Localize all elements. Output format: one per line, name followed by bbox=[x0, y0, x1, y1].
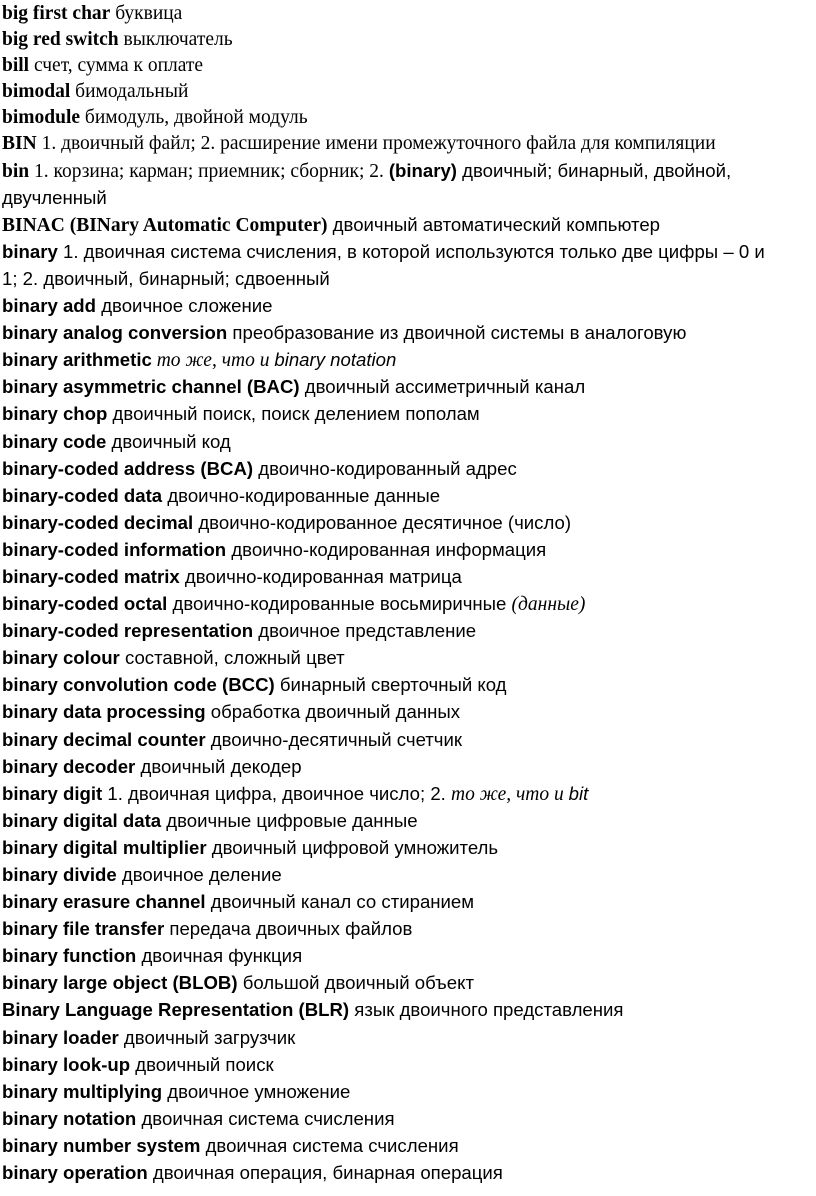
glossary-entry bbox=[0, 754, 816, 781]
glossary-entry bbox=[0, 537, 816, 564]
definition-text: двоично-кодированное десятичное (число) bbox=[193, 511, 572, 533]
glossary-entry bbox=[0, 510, 816, 537]
term: binary-coded decimal bbox=[2, 511, 194, 533]
glossary-list bbox=[0, 1, 816, 1187]
term: binary convolution code (BCC) bbox=[2, 674, 275, 696]
definition-text: 1. двоичная система счисления, в которой используются только две цифры – 0 и 1; 2. двоичный, бинарный; сдвоенный bbox=[2, 240, 765, 289]
definition-text: двоичное деление bbox=[116, 864, 282, 885]
glossary-entry bbox=[0, 672, 816, 699]
term: binary add bbox=[2, 295, 97, 317]
term: binary look-up bbox=[2, 1053, 131, 1075]
cross-reference: то же, что и bbox=[151, 350, 275, 372]
glossary-entry bbox=[0, 889, 816, 916]
definition-text: бимодуль, двойной модуль bbox=[80, 107, 308, 129]
term: BIN bbox=[2, 133, 37, 155]
definition-text: выключатель bbox=[118, 29, 233, 51]
term: binary arithmetic bbox=[2, 349, 152, 371]
glossary-entry bbox=[0, 429, 816, 456]
cross-reference: (данные) bbox=[511, 594, 586, 616]
term: binary data processing bbox=[2, 701, 206, 723]
definition-text: двоичный канал со стиранием bbox=[205, 891, 475, 913]
term: binary digital data bbox=[2, 809, 162, 831]
glossary-entry bbox=[0, 79, 816, 105]
definition-text: буквица bbox=[110, 3, 183, 24]
definition-text: двоичная функция bbox=[136, 945, 303, 967]
glossary-entry bbox=[0, 564, 816, 591]
definition-text: преобразование из двоичной системы в аналоговую bbox=[227, 322, 687, 344]
definition-text: счет, сумма к оплате bbox=[29, 55, 204, 77]
term: binary code bbox=[2, 430, 107, 452]
glossary-entry bbox=[0, 1079, 816, 1106]
term: binary erasure channel bbox=[2, 891, 206, 913]
definition-text: двоично-кодированный адрес bbox=[253, 457, 517, 479]
glossary-entry bbox=[0, 1106, 816, 1133]
glossary-entry bbox=[0, 645, 816, 672]
definition-text: двоичная система счисления bbox=[136, 1107, 395, 1129]
definition-text: 1. двоичный файл; 2. расширение имени промежуточного файла для компиляции bbox=[36, 133, 716, 155]
term: binary divide bbox=[2, 864, 117, 885]
definition-text: двоичный ассиметричный канал bbox=[299, 376, 586, 398]
definition-text: двоичное сложение bbox=[96, 295, 273, 317]
definition-text: двоичная операция, бинарная операция bbox=[147, 1162, 503, 1184]
definition-text: двоично-кодированная матрица bbox=[179, 565, 462, 587]
term: binary-coded representation bbox=[2, 620, 254, 642]
term: binary operation bbox=[2, 1162, 148, 1184]
glossary-entry bbox=[0, 320, 816, 347]
glossary-entry bbox=[0, 105, 816, 131]
glossary-entry bbox=[0, 27, 816, 53]
glossary-entry bbox=[0, 1052, 816, 1079]
term: binary decimal counter bbox=[2, 728, 206, 750]
glossary-entry bbox=[0, 293, 816, 320]
glossary-entry bbox=[0, 1025, 816, 1052]
term: binary file transfer bbox=[2, 918, 165, 940]
definition-text: двоичный цифровой умножитель bbox=[206, 836, 499, 858]
definition-text: двоично-кодированные восьмиричные bbox=[167, 593, 512, 615]
definition-text: бимодальный bbox=[70, 81, 189, 103]
definition-text: двоичное умножение bbox=[162, 1080, 351, 1102]
glossary-entry bbox=[0, 239, 816, 293]
glossary-entry bbox=[0, 483, 816, 510]
definition-text: двоично-десятичный счетчик bbox=[205, 728, 463, 750]
term: Binary Language Representation (BLR) bbox=[2, 999, 350, 1021]
term: binary decoder bbox=[2, 755, 136, 777]
definition-text: 1. двоичная цифра, двоичное число; 2. bbox=[102, 782, 452, 804]
term: binary-coded address (BCA) bbox=[2, 457, 254, 479]
definition-text: обработка двоичный данных bbox=[205, 701, 461, 723]
term: binary digit bbox=[2, 782, 103, 804]
glossary-entry bbox=[0, 618, 816, 645]
definition-text: двоичный; бинарный, двойной, двучленный bbox=[2, 159, 732, 208]
glossary-entry bbox=[0, 347, 816, 374]
term: binary-coded information bbox=[2, 538, 227, 560]
definition-text: двоичный поиск, поиск делением пополам bbox=[107, 403, 480, 425]
term: binary analog conversion bbox=[2, 322, 228, 344]
definition-text: двоичный загрузчик bbox=[118, 1026, 296, 1048]
term: binary loader bbox=[2, 1026, 119, 1048]
definition-text: составной, сложный цвет bbox=[119, 647, 345, 669]
term: (binary) bbox=[388, 159, 457, 181]
term: binary function bbox=[2, 945, 137, 967]
definition-text: двоичная система счисления bbox=[200, 1134, 459, 1156]
glossary-entry bbox=[0, 53, 816, 79]
definition-text: двоичный декодер bbox=[135, 755, 302, 777]
glossary-entry bbox=[0, 131, 816, 157]
glossary-entry bbox=[0, 862, 816, 889]
glossary-entry bbox=[0, 699, 816, 726]
definition-text: двоичный поиск bbox=[130, 1053, 274, 1075]
term: bill bbox=[2, 55, 30, 77]
glossary-entry bbox=[0, 808, 816, 835]
glossary-entry bbox=[0, 374, 816, 401]
term: binary digital multiplier bbox=[2, 836, 207, 858]
glossary-entry bbox=[0, 1160, 816, 1187]
glossary-entry bbox=[0, 997, 816, 1024]
term: binary multiplying bbox=[2, 1080, 163, 1102]
glossary-entry bbox=[0, 456, 816, 483]
definition-text: двоично-кодированная информация bbox=[226, 538, 547, 560]
definition-text: двоичный код bbox=[106, 430, 231, 452]
term: bimodal bbox=[2, 81, 71, 103]
glossary-entry bbox=[0, 591, 816, 618]
glossary-entry bbox=[0, 212, 816, 239]
term: binary large object (BLOB) bbox=[2, 972, 238, 994]
glossary-entry bbox=[0, 727, 816, 754]
term: binary asymmetric channel (BAC) bbox=[2, 376, 300, 398]
term: binary-coded data bbox=[2, 484, 163, 506]
term: big red switch bbox=[2, 29, 119, 51]
glossary-entry bbox=[0, 1133, 816, 1160]
cross-reference-term: bit bbox=[568, 782, 589, 804]
glossary-entry bbox=[0, 835, 816, 862]
term: big first char bbox=[2, 3, 111, 24]
definition-text: язык двоичного представления bbox=[349, 999, 624, 1021]
term: binary number system bbox=[2, 1134, 201, 1156]
term: binary bbox=[2, 240, 58, 262]
glossary-entry bbox=[0, 781, 816, 808]
term: binary-coded octal bbox=[2, 593, 168, 615]
cross-reference: то же, что и bbox=[451, 783, 569, 805]
term: BINAC (BINary Automatic Computer) bbox=[2, 214, 328, 236]
cross-reference-term: binary notation bbox=[274, 349, 397, 371]
definition-text: большой двоичный объект bbox=[237, 972, 474, 994]
definition-text: бинарный сверточный код bbox=[274, 674, 507, 696]
definition-text: двоичный автоматический компьютер bbox=[327, 213, 661, 235]
definition-text: двоично-кодированные данные bbox=[162, 484, 441, 506]
glossary-entry bbox=[0, 158, 816, 212]
definition-text: 1. корзина; карман; приемник; сборник; 2. bbox=[29, 160, 389, 182]
term: bin bbox=[2, 160, 30, 182]
definition-text: передача двоичных файлов bbox=[164, 918, 413, 940]
glossary-entry bbox=[0, 970, 816, 997]
term: binary notation bbox=[2, 1107, 137, 1129]
definition-text: двоичное представление bbox=[253, 620, 477, 642]
glossary-entry bbox=[0, 1, 816, 27]
term: binary chop bbox=[2, 403, 108, 425]
glossary-entry bbox=[0, 916, 816, 943]
glossary-entry bbox=[0, 401, 816, 428]
glossary-entry bbox=[0, 943, 816, 970]
term: binary-coded matrix bbox=[2, 565, 180, 587]
definition-text: двоичные цифровые данные bbox=[161, 809, 418, 831]
term: binary colour bbox=[2, 647, 120, 669]
term: bimodule bbox=[2, 107, 81, 129]
